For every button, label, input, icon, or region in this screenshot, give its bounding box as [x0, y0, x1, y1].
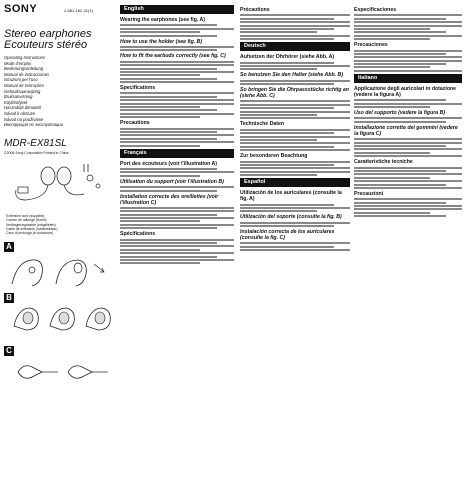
figure-c-earbud-illustration	[8, 358, 114, 384]
italiano-heading-precauzioni: Precauzioni	[354, 190, 384, 197]
english-heading-wearing: Wearing the earphones (see fig. A)	[120, 17, 206, 23]
column-english-francais	[120, 3, 234, 266]
language-item: Bruksanvisning	[4, 94, 33, 100]
title-line-1: Stereo earphones	[4, 28, 92, 40]
part-number: 2-681-162-21(1)	[64, 8, 93, 13]
copyright: ©2006 Sony Corporation Printed in China	[4, 151, 69, 155]
deutsch-heading-halter: So benutzen Sie den Halter (siehe Abb. B)	[240, 72, 343, 79]
figure-label-b: B	[4, 293, 14, 303]
italiano-heading-caratteristiche: Caratteristiche tecniche	[354, 159, 413, 166]
figure-a-wearing-illustration	[8, 254, 114, 288]
figure-label-c: C	[4, 346, 14, 356]
english-heading-fit: How to fit the earbuds correctly (see fig. C)	[120, 53, 226, 60]
deutsch-heading-aufsetzen: Aufsetzen der Ohrhörer (siehe Abb. A)	[240, 54, 335, 61]
deutsch-section-bar: Deutsch	[240, 42, 350, 51]
deutsch-heading-technische-daten: Technische Daten	[240, 121, 285, 128]
language-item: Használati útmutató	[4, 105, 42, 111]
language-list	[4, 55, 112, 128]
column-deutsch-espanol	[240, 3, 350, 253]
language-item: Manual de instrucciones	[4, 71, 50, 77]
deutsch-heading-beachtung: Zur besonderen Beachtung	[240, 153, 308, 160]
caption-line: Cordon de rallonge (fourni)	[6, 218, 47, 223]
figure-b-holder-illustration	[8, 304, 114, 332]
language-item: Istruzioni per l'uso	[4, 77, 38, 83]
caption-line: Cavo di prolunga (in dotazione)	[6, 231, 54, 236]
espanol-heading-instalacion: Instalación correcta de los auriculares (consulte la fig. C)	[240, 229, 335, 242]
caption-line: Cable de extensión (suministrado)	[6, 226, 58, 231]
italiano-heading-applicazione: Applicazione degli auricolari in dotazione (vedere la figura A)	[354, 85, 457, 98]
caption-line: Extension cord (supplied)	[6, 214, 45, 218]
language-item: Mode d'emploi	[4, 60, 32, 66]
language-item: Käyttöohjeet	[4, 99, 28, 105]
english-heading-holder: How to use the holder (see fig. B)	[120, 38, 203, 45]
francais-heading-installation: Installation correcte des oreillettes (voir l'illustration C)	[120, 193, 219, 206]
espanol-heading-precauciones: Precauciones	[354, 42, 388, 49]
language-item: Návod na používanie	[4, 116, 44, 122]
francais-heading-precautions: Précautions	[240, 7, 270, 13]
brand-logo: SONY	[4, 3, 38, 15]
earphone-overview-illustration	[6, 160, 112, 218]
language-item: Operating Instructions	[4, 55, 45, 60]
title-line-2: Ecouteurs stéréo	[4, 39, 88, 51]
caption-line: Verlängerungskabel (mitgeliefert)	[6, 222, 56, 227]
english-section-bar: English	[120, 5, 234, 14]
italiano-heading-gommini: Installazione corretta dei gommini (vedere la figura C)	[354, 124, 458, 137]
language-item: Návod k obsluze	[4, 110, 35, 116]
francais-heading-specifications: Spécifications	[120, 231, 156, 238]
english-heading-precautions: Precautions	[120, 120, 150, 127]
figure-label-a: A	[4, 242, 14, 252]
deutsch-heading-ohrpassstuecke: So bringen Sie die Ohrpassstücke richtig an (siehe Abb. C)	[240, 87, 349, 100]
column-italiano	[354, 3, 462, 219]
espanol-section-bar: Español	[240, 178, 350, 187]
english-heading-specifications: Specifications	[120, 85, 156, 92]
language-item: Gebruiksaanwijzing	[4, 88, 41, 94]
language-item: Manual de instruções	[4, 82, 44, 88]
language-item: Bedienungsanleitung	[4, 66, 44, 72]
francais-section-bar: Français	[120, 149, 234, 158]
language-item: Инструкция по эксплуатации	[4, 122, 63, 128]
product-title	[4, 29, 112, 51]
francais-heading-port: Port des écouteurs (voir l'illustration A)	[120, 160, 218, 167]
italiano-heading-supporto: Uso del supporto (vedere la figura B)	[354, 110, 446, 117]
espanol-heading-utilizacion: Utilización de los auriculares (consulte la fig. A)	[240, 190, 342, 203]
italiano-section-bar: Italiano	[354, 74, 462, 83]
model-number: MDR-EX81SL	[4, 138, 67, 149]
overview-caption	[6, 214, 57, 235]
espanol-heading-especificaciones: Especificaciones	[354, 7, 397, 13]
cover-column	[4, 3, 112, 128]
espanol-heading-soporte: Utilización del soporte (consulte la fig. B)	[240, 214, 342, 221]
francais-heading-support: Utilisation du support (voir l'illustration B)	[120, 178, 224, 185]
